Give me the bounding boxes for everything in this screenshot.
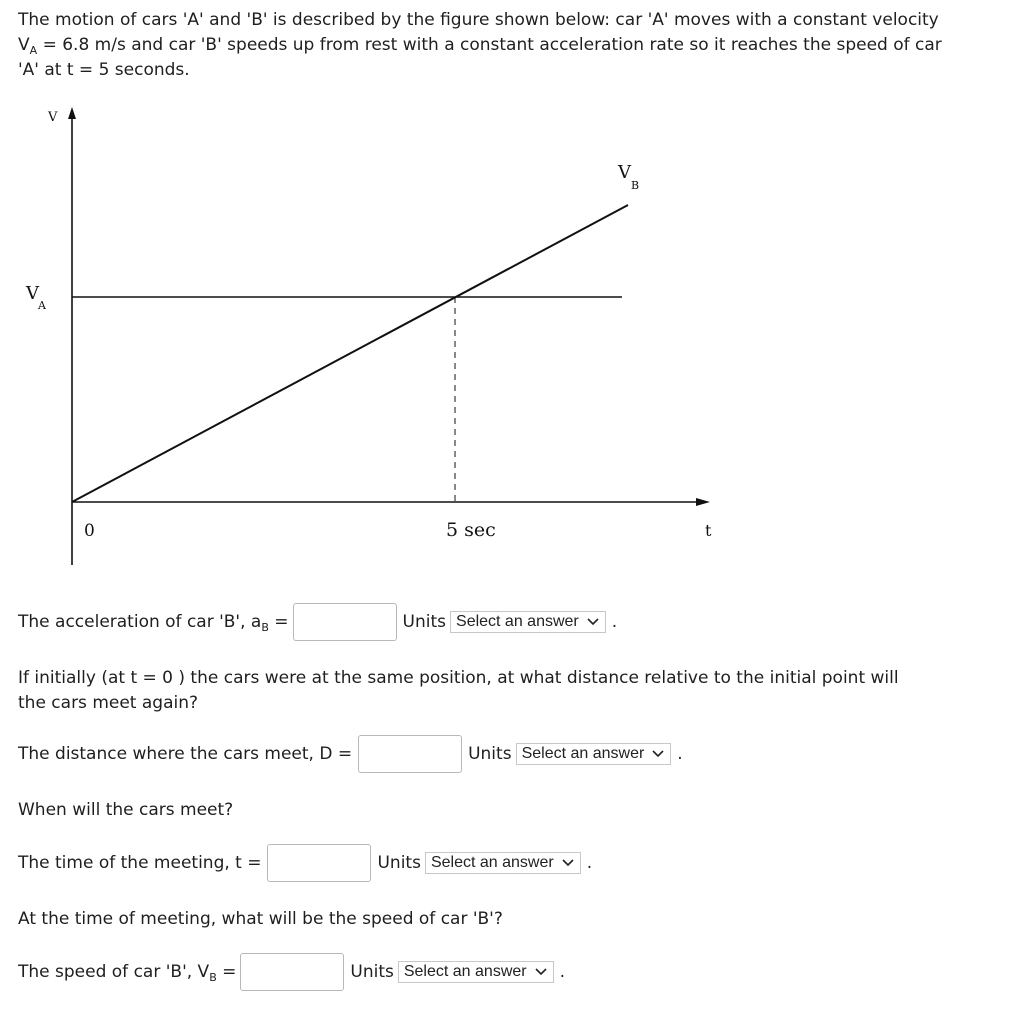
meeting-time-units-select-value: Select an answer (430, 854, 554, 871)
speed-row (18, 953, 565, 991)
meeting-time-units-label: Units (377, 853, 421, 873)
acceleration-units-label: Units (402, 612, 447, 632)
intro-line-1: The motion of cars 'A' and 'B' is described by the figure shown below: car 'A' moves with a constant velocity (18, 10, 939, 30)
vb-line (72, 205, 628, 502)
speed-units-label: Units (350, 962, 394, 982)
meeting-time-question: When will the cars meet? (18, 800, 234, 820)
velocity-time-figure (0, 95, 1024, 575)
acceleration-row (18, 603, 617, 641)
v-axis-arrow (68, 107, 76, 119)
t-axis-label: t (705, 521, 712, 540)
vb-label: V (618, 162, 631, 183)
acceleration-period: . (611, 612, 618, 632)
intro-line-2: = 6.8 m/s and car 'B' speeds up from rest with a constant acceleration rate so it reaches the speed of car (37, 35, 942, 55)
distance-units-select[interactable] (516, 743, 672, 765)
va-label-sub: A (38, 299, 46, 312)
time-label: 5 sec (446, 519, 496, 541)
v-axis-label: V (48, 110, 58, 125)
problem-statement (18, 8, 942, 83)
va-subscript: A (29, 44, 38, 57)
speed-question: At the time of meeting, what will be the speed of car 'B'? (18, 909, 503, 929)
speed-units-select-value: Select an answer (403, 963, 527, 980)
va-label: V (26, 283, 39, 304)
meeting-time-row (18, 844, 592, 882)
chevron-down-icon (535, 968, 547, 976)
t-axis-arrow (696, 498, 710, 506)
distance-units-label: Units (468, 744, 512, 764)
speed-label: The speed of car 'B', $V_B$ = (18, 962, 237, 984)
acceleration-units-select-value: Select an answer (456, 613, 579, 630)
acceleration-input[interactable] (293, 603, 397, 641)
va-symbol: V (18, 35, 30, 55)
distance-row (18, 735, 683, 773)
meeting-time-units-select[interactable] (425, 852, 581, 874)
speed-period: . (559, 962, 565, 982)
meeting-time-period: . (586, 853, 593, 873)
distance-question (18, 666, 899, 716)
distance-question-line-2: the cars meet again? (18, 693, 199, 713)
chevron-down-icon (652, 750, 664, 758)
intro-line-3: 'A' at t = 5 seconds. (18, 60, 190, 80)
chevron-down-icon (587, 618, 599, 626)
distance-period: . (677, 744, 683, 764)
distance-input[interactable] (358, 735, 462, 773)
acceleration-label: The acceleration of car 'B', $a_B$ = (18, 612, 289, 634)
vb-label-sub: B (631, 179, 640, 192)
meeting-time-input[interactable] (267, 844, 371, 882)
speed-units-select[interactable] (398, 961, 554, 983)
acceleration-units-select[interactable] (450, 611, 606, 633)
distance-units-select-value: Select an answer (521, 745, 645, 762)
speed-input[interactable] (240, 953, 344, 991)
distance-question-line-1: If initially (at t = 0 ) the cars were at the same position, at what distance relative to the initial point will (18, 668, 899, 688)
origin-label: 0 (84, 521, 95, 541)
chevron-down-icon (562, 859, 574, 867)
distance-label: The distance where the cars meet, D = (18, 744, 353, 764)
meeting-time-label: The time of the meeting, t = (18, 853, 262, 873)
